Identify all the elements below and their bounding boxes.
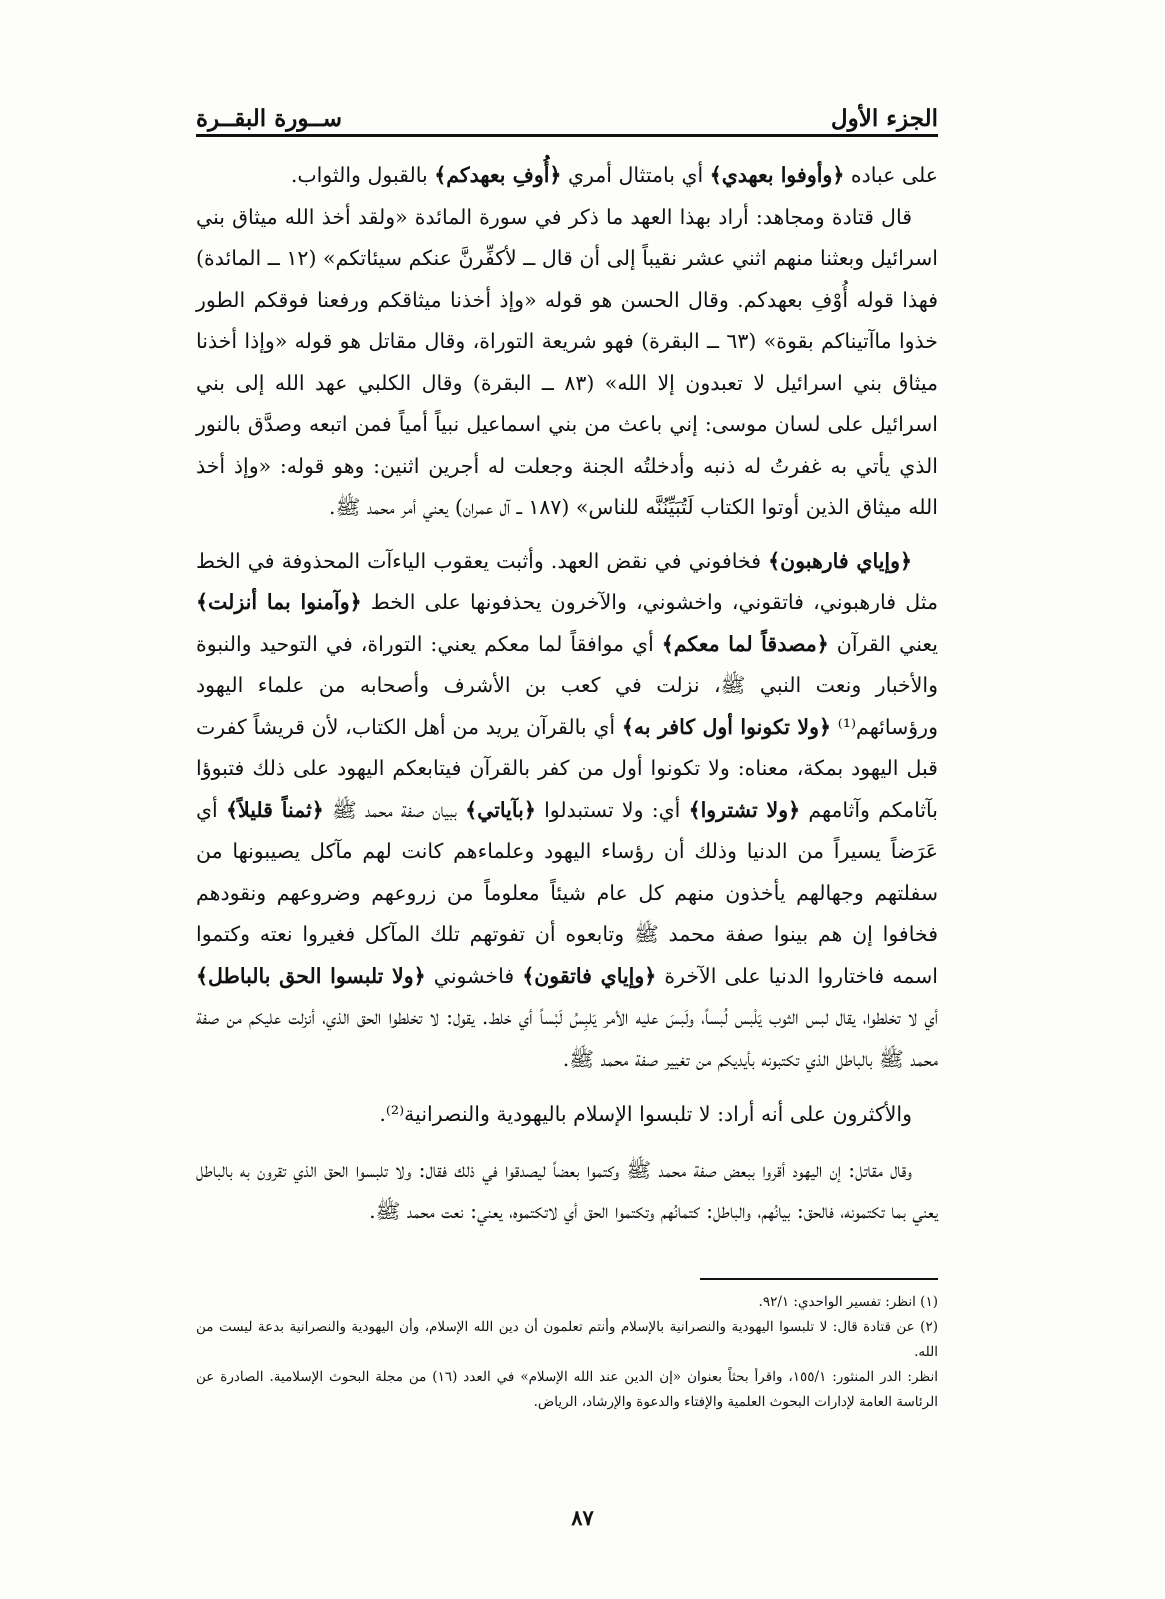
main-text (196, 155, 938, 1233)
paragraph-2 (196, 197, 938, 529)
header-divider (196, 134, 938, 137)
footnote-2-continued: انظر: الدر المنثور: ١٥٥/١، واقرأ بحثاً بعنوان «إن الدين عند الله الإسلام» في العدد (١٦) من مجلة البحوث الإسلامية. الصادرة عن الرئاسة العامة لإدارات البحوث العلمية والإفتاء والدعوة والإرشاد، الرياض. (196, 1369, 939, 1410)
commentary-text: أي موافقاً لما معكم يعني: التوراة، في التوحيد والنبوة والأخبار ونعت النبي ﷺ، نزلت في كعب بن الأشرف وأصحابه من علماء اليهود ورؤسائهم⁽¹⁾ (196, 631, 938, 739)
commentary-text: بالقبول والثواب. (290, 163, 435, 187)
commentary-text: أي: ولا تستبدلوا (535, 797, 689, 822)
commentary-text: على عباده (844, 163, 938, 187)
commentary-text: أي بامتثال أمري (561, 163, 710, 187)
paragraph-5 (196, 1150, 938, 1233)
quran-verse: ﴿أُوفِ بعهدكم﴾ (434, 163, 562, 187)
surah-title: ســورة البقــرة (196, 105, 342, 132)
quran-verse: ﴿وإياي فاتقون﴾ (522, 963, 657, 988)
quran-verse: ﴿ولا تشتروا﴾ (688, 797, 801, 822)
commentary-text: والأكثرون على أنه أراد: لا تلبسوا الإسلام باليهودية والنصرانية⁽²⁾. (379, 1102, 912, 1126)
commentary-text: فخافوني في نقض العهد. وأثبت يعقوب الياءآت المحذوفة في الخط مثل فارهبوني، فاتقوني، واخشوني، والآخرون يحذفونها على الخط (196, 548, 938, 614)
commentary-text: أي عَرَضاً يسيراً من الدنيا وذلك أن رؤساء اليهود وعلماءهم كانت لهم مآكل يصيبونها من سفلتهم وجهالهم يأخذون منهم كل عام شيئاً معلوماً من زروعهم وضروعهم ونقودهم فخافوا إن هم بينوا صفة محمد ﷺ وتابعوه أن تفوتهم تلك المآكل فغيروا نعته وكتموا اسمه فاختاروا الدنيا على الآخرة (196, 797, 938, 988)
quran-verse: ﴿وآمنوا بما أنزلت﴾ (196, 590, 362, 614)
commentary-text: قال قتادة ومجاهد: أراد بهذا العهد ما ذكر في سورة المائدة «ولقد أخذ الله ميثاق بني اسرائيل وبعثنا منهم اثني عشر نقيباً إلى أن قال ــ لأكفِّرنَّ عنكم سيئاتكم» (١٢ ــ المائدة) فهذا قوله أُوْفِ بعهدكم. وقال الحسن هو قوله «وإذ أخذنا ميثاقكم ورفعنا فوقكم الطور خذوا ماآتيناكم بقوة» (٦٣ ــ البقرة) فهو شريعة التوراة، وقال مقاتل هو قوله «وإذا أخذنا ميثاق بني اسرائيل لا تعبدون إلا الله» (٨٣ ــ البقرة) وقال الكلبي عهد الله إلى بني اسرائيل على لسان موسى: إني باعث من بني اسماعيل نبياً أمياً فمن اتبعه وصدَّق بالنور الذي يأتي به غفرتُ له ذنبه وأدخلتُه الجنة وجعلت له أجرين اثنين: وهو قوله: «وإذ أخذ الله ميثاق الذين أوتوا الكتاب لَتُبَيِّنُنَّه للناس» (١٨٧ ــ آل عمران) يعني أمر محمد ﷺ. (196, 204, 938, 519)
footnote-2: (٢) عن قتادة قال: لا تلبسوا اليهودية والنصرانية بالإسلام وأنتم تعلمون أن دين الله الإسلام، وأن اليهودية والنصرانية بدعة ليست من الله. (196, 1319, 938, 1360)
quran-verse: ﴿ثمناً قليلاً﴾ (225, 797, 324, 822)
quran-verse: ﴿بآياتي﴾ (465, 797, 536, 822)
commentary-text: وقال مقاتل: إن اليهود أقروا ببعض صفة محمد ﷺ وكتموا بعضاً ليصدقوا في ذلك فقال: ولا تلبسوا الحق الذي تقرون به بالباطل يعني بما تكتمونه، فالحق: بيانُهم، والباطل: كتمانُهم وتكتموا الحق أي لاتكتموه، يعني: نعت محمد ﷺ. (196, 1157, 938, 1223)
quran-verse: ﴿ولا تلبسوا الحق بالباطل﴾ (196, 963, 426, 988)
paragraph-4 (196, 1094, 938, 1136)
paragraph-3 (196, 541, 938, 1081)
quran-verse: ﴿وإياي فارهبون﴾ (768, 548, 913, 573)
commentary-text: يعني القرآن (828, 631, 938, 656)
footnote-divider (700, 1278, 938, 1280)
footnotes (196, 1290, 938, 1415)
commentary-text: أي لا تخلطوا، يقال لبس الثوب يَلْبس لُبساً، ولَبسَ عليه الأمر يَلبِسُ لَبْساً أي خلط. يقول: لا تخلطوا الحق الذي، أنزلت عليكم من صفة محمد ﷺ بالباطل الذي تكتبونه بأيديكم من تغيير صفة محمد ﷺ. (196, 1005, 938, 1071)
quran-verse: ﴿وأوفوا بعهدي﴾ (709, 163, 845, 187)
commentary-text: أي بالقرآن يريد من أهل الكتاب، لأن قريشاً كفرت قبل اليهود بمكة، معناه: ولا تكونوا أول من كفر بالقرآن فيتابعكم اليهود على ذلك فتبوؤا بآثامكم وآثامهم (196, 714, 938, 822)
commentary-text: فاخشوني (425, 963, 523, 988)
footnote-1: (١) انظر: تفسير الواحدي: ٩٢/١. (758, 1294, 938, 1310)
commentary-text: ببيان صفة محمد ﷺ (323, 797, 466, 822)
part-title: الجزء الأول (830, 105, 938, 132)
quran-verse: ﴿مصدقاً لما معكم﴾ (661, 631, 829, 656)
running-header (196, 92, 938, 132)
page-number: ٨٧ (571, 1505, 594, 1530)
paragraph-1 (196, 155, 938, 197)
quran-verse: ﴿ولا تكونوا أول كافر به﴾ (621, 714, 831, 739)
